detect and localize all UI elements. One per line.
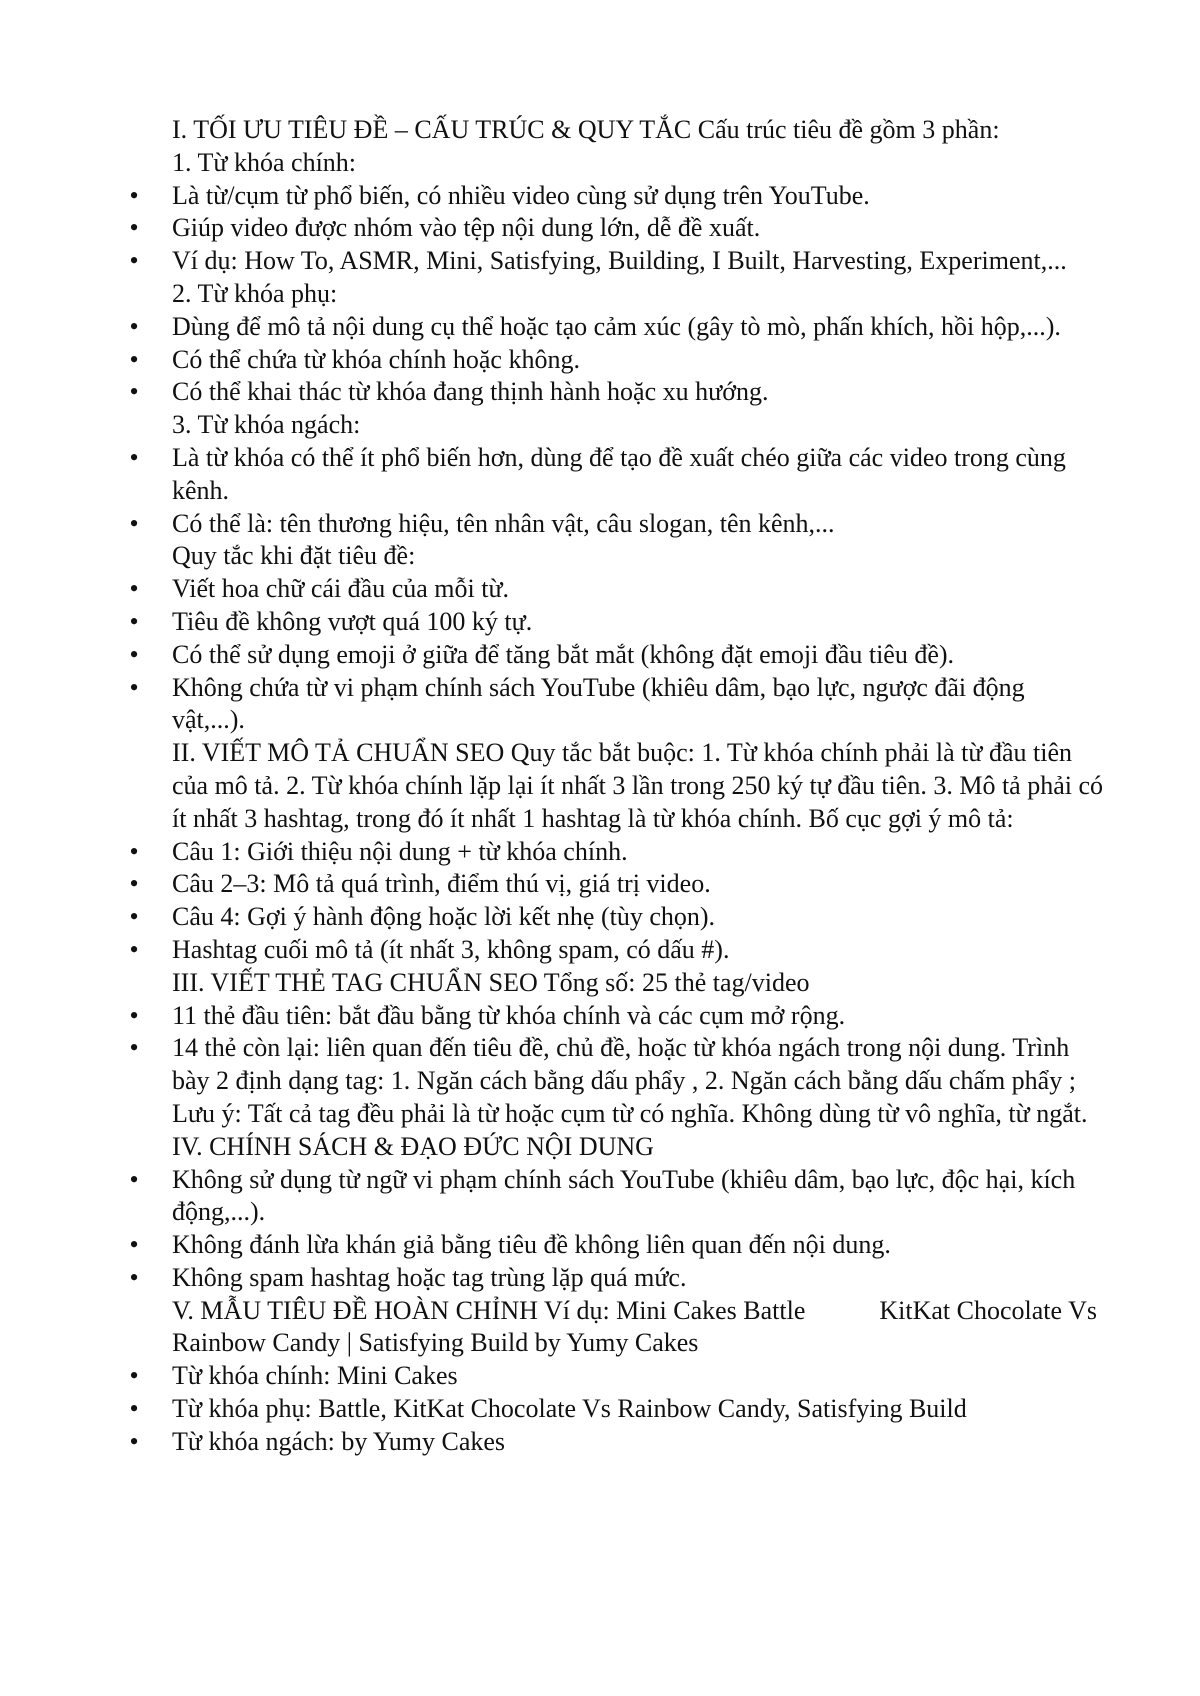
heading-section-5 [124, 1295, 1104, 1361]
list-item: • Câu 1: Giới thiệu nội dung + từ khóa chính. [124, 836, 1104, 869]
list-item-secondary-keyword: • Từ khóa phụ: Battle, KitKat Chocolate Vs Rainbow Candy, Satisfying Build [124, 1393, 1104, 1426]
list-item: • Không đánh lừa khán giả bằng tiêu đề không liên quan đến nội dung. [124, 1229, 1104, 1262]
document-body [124, 114, 1104, 1459]
list-item: • Không spam hashtag hoặc tag trùng lặp quá mức. [124, 1262, 1104, 1295]
list-item: • Có thể là: tên thương hiệu, tên nhân vật, câu slogan, tên kênh,... [124, 508, 1104, 541]
subheading-main-keyword: 1. Từ khóa chính: [172, 147, 357, 177]
list-item: • 14 thẻ còn lại: liên quan đến tiêu đề, chủ đề, hoặc từ khóa ngách trong nội dung. Trình bày 2 định dạng tag: 1. Ngăn cách bằng dấu phẩy , 2. Ngăn cách bằng dấu chấm phẩy ; Lưu ý: Tất cả tag đều phải là từ hoặc cụm từ có nghĩa. Không dùng từ vô nghĩa, từ ngắt. IV. CHÍNH SÁCH & ĐẠO ĐỨC NỘI DUNG [124, 1032, 1104, 1163]
example-title-prefix: V. MẪU TIÊU ĐỀ HOÀN CHỈNH Ví dụ: Mini Cakes Battle [172, 1295, 806, 1325]
list-item: • Có thể sử dụng emoji ở giữa để tăng bắt mắt (không đặt emoji đầu tiêu đề). [124, 639, 1104, 672]
list-item: • Hashtag cuối mô tả (ít nhất 3, không spam, có dấu #). [124, 934, 1104, 967]
list-item: • Không sử dụng từ ngữ vi phạm chính sách YouTube (khiêu dâm, bạo lực, độc hại, kích động,...). [124, 1164, 1104, 1230]
list-item-niche-keyword: • Từ khóa ngách: by Yumy Cakes [124, 1426, 1104, 1459]
list-item: • Là từ khóa có thể ít phổ biến hơn, dùng để tạo đề xuất chéo giữa các video trong cùng kênh. [124, 442, 1104, 508]
heading-section-2: II. VIẾT MÔ TẢ CHUẨN SEO Quy tắc bắt buộc: 1. Từ khóa chính phải là từ đầu tiên của mô tả. 2. Từ khóa chính lặp lại ít nhất 3 lần trong 250 ký tự đầu tiên. 3. Mô tả phải có ít nhất 3 hashtag, trong đó ít nhất 1 hashtag là từ khóa chính. Bố cục gợi ý mô tả: [172, 738, 1104, 833]
heading-section-1: I. TỐI ƯU TIÊU ĐỀ – CẤU TRÚC & QUY TẮC Cấu trúc tiêu đề gồm 3 phần: [172, 115, 1000, 144]
list-item: • Tiêu đề không vượt quá 100 ký tự. [124, 606, 1104, 639]
list-item: • Không chứa từ vi phạm chính sách YouTube (khiêu dâm, bạo lực, ngược đãi động vật,...). [124, 672, 1104, 738]
list-item: • Giúp video được nhóm vào tệp nội dung lớn, dễ đề xuất. [124, 212, 1104, 245]
heading-section-3: III. VIẾT THẺ TAG CHUẨN SEO Tổng số: 25 thẻ tag/video [172, 967, 810, 997]
list-item: • Có thể khai thác từ khóa đang thịnh hành hoặc xu hướng. [124, 376, 1104, 409]
list-item: • Là từ/cụm từ phổ biến, có nhiều video cùng sử dụng trên YouTube. [124, 180, 1104, 213]
list-item: • Viết hoa chữ cái đầu của mỗi từ. [124, 573, 1104, 606]
subheading-niche-keyword: 3. Từ khóa ngách: [172, 410, 361, 440]
example-title-suffix: KitKat Chocolate Vs Rainbow Candy | Satisfying Build by Yumy Cakes [172, 1295, 1097, 1358]
list-item: • 11 thẻ đầu tiên: bắt đầu bằng từ khóa chính và các cụm mở rộng. [124, 1000, 1104, 1033]
subheading-title-rules: Quy tắc khi đặt tiêu đề: [172, 541, 416, 571]
list-item: • Có thể chứa từ khóa chính hoặc không. [124, 344, 1104, 377]
list-item-main-keyword: • Từ khóa chính: Mini Cakes [124, 1360, 1104, 1393]
list-item: • Ví dụ: How To, ASMR, Mini, Satisfying, Building, I Built, Harvesting, Experiment,... [124, 245, 1104, 278]
list-item: • Câu 4: Gợi ý hành động hoặc lời kết nhẹ (tùy chọn). [124, 901, 1104, 934]
list-item: • Dùng để mô tả nội dung cụ thể hoặc tạo cảm xúc (gây tò mò, phấn khích, hồi hộp,...). [124, 311, 1104, 344]
list-item: • Câu 2–3: Mô tả quá trình, điểm thú vị, giá trị video. [124, 868, 1104, 901]
subheading-secondary-keyword: 2. Từ khóa phụ: [172, 278, 338, 308]
